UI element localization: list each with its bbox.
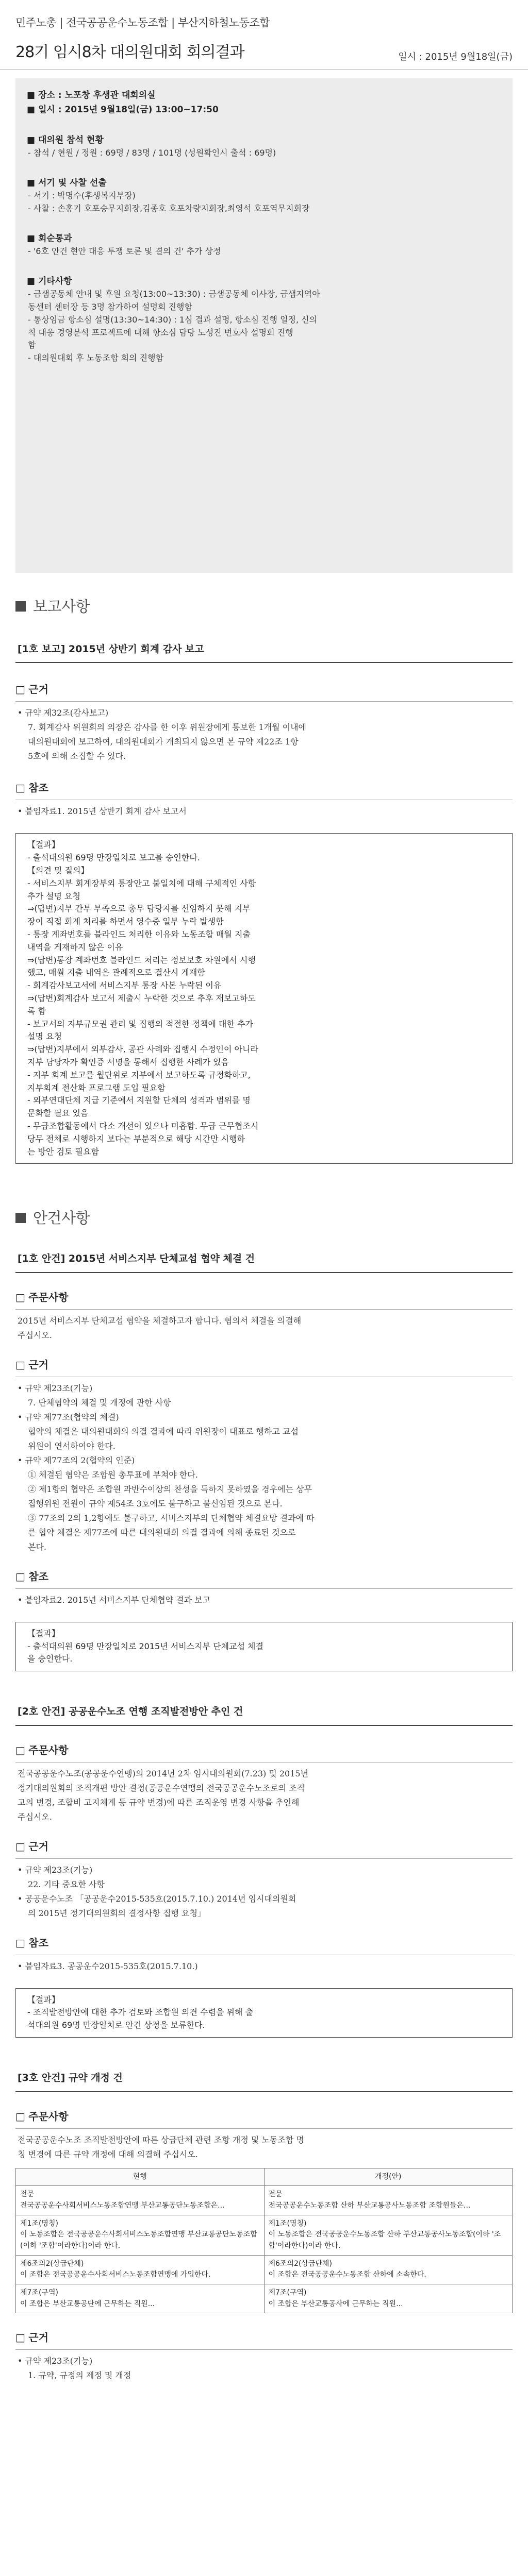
result-line: ⇒(답변)통장 계좌번호 블라인드 처리는 정보보호 차원에서 시행: [27, 955, 256, 965]
text-line: 협약의 체결은 대의원대회의 의결 결과에 따라 위원장이 대표로 행하고 교섭: [28, 1426, 299, 1436]
result-line: 석대의원 69명 만장일치로 안건 상정을 보류한다.: [27, 2020, 205, 2030]
result-line: ⇒(답변)회계감사 보고서 제출시 누락한 것으로 추후 재보고하도: [27, 993, 256, 1004]
table-cell: 제1조(명칭) 이 노동조합은 전국공공운수사회서비스노동조합연맹 부산교통공단노동조합(이하 '조합'이라한다)이라 한다.: [16, 2215, 265, 2255]
text-line: 른 협약 체결은 제77조에 따른 대의원대회 의결 결과에 의해 종료된 것으로: [28, 1527, 296, 1537]
text-line: 전국공공운수노조(공공운수연맹)의 2014년 2차 임시대의원회(7.23) 및 2015년: [18, 1768, 309, 1778]
report1-basis-head: □ 근거: [15, 677, 513, 698]
agenda-section-heading: [15, 1205, 513, 1231]
section-square-icon: [15, 1213, 26, 1223]
other-line: 함: [28, 340, 36, 350]
result-line: - 조직발전방안에 대한 추가 검토와 조합원 의견 수렴을 위해 출: [27, 2007, 253, 2018]
agenda1-result-box: [15, 1622, 513, 1671]
result-line: 추가 설명 요청: [27, 891, 80, 901]
secretary-head: ■ 서기 및 사찰 선출: [27, 177, 107, 188]
result-line: 지부 담당자가 확인증 서명을 통해서 집행한 사례가 있음: [27, 1057, 229, 1067]
amendment-table-wrap: [15, 2168, 513, 2314]
result-line: 【결과】: [27, 1628, 60, 1638]
result-line: 문화할 필요 있음: [27, 1108, 89, 1118]
result-line: - 지부 회계 보고를 월단위로 지부에서 보고하도록 규정화하고,: [27, 1070, 251, 1080]
meeting-date: 일시 : 2015년 9월18일(금): [398, 52, 513, 63]
text-line: • 규약 제77조(협약의 체결): [18, 1412, 119, 1422]
text-line: 정기대의원회의 조직개편 방안 결정(공공운수연맹의 전국공공운수노조로의 조직: [18, 1783, 305, 1793]
other-line: - 금샘공동체 안내 및 후원 요청(13:00~13:30) : 금샘공동체 이사장, 금샘지역아: [28, 289, 320, 299]
table-cell: 전문 전국공공운수노동조합 산하 부산교통공사노동조합 조합원들은...: [264, 2186, 513, 2215]
title-row: [0, 36, 528, 71]
result-line: ⇒(답변)지부 간부 부족으로 총무 담당자를 선임하지 못해 지부: [27, 904, 251, 914]
table-cell: 제6조의2(상급단체) 이 조합은 전국공공운수사회서비스노동조합연맹에 가입한다.: [16, 2255, 265, 2284]
result-line: - 보고서의 지부규모권 관리 및 집행의 적절한 정책에 대한 추가: [27, 1019, 253, 1029]
text-line: 주십시오.: [18, 1330, 52, 1340]
text-line: • 규약 제23조(기능): [18, 1865, 93, 1875]
text-line: ② 제1항의 협약은 조합원 과반수이상의 찬성을 득하지 못하였을 경우에는 상무: [28, 1484, 312, 1494]
result-line: - 회계감사보고서에 서비스지부 통장 사본 누락된 이유: [27, 980, 222, 991]
report1-ref: [15, 804, 513, 819]
table-header-revised: 개정(안): [264, 2168, 513, 2186]
other-line: 칙 대응 경영분석 프로젝트에 대해 항소심 담당 노성진 변호사 설명회 진행: [28, 327, 293, 337]
result-line: 을 승인한다.: [27, 1654, 73, 1664]
report-section-title: 보고사항: [33, 597, 90, 615]
report1-result-box: [15, 833, 513, 1164]
agenda1-proposal-head: □ 주문사항: [15, 1285, 513, 1306]
attendance-line: - 참석 / 현원 / 정원 : 69명 / 83명 / 101명 (성원확인시 출석 : 69명): [28, 148, 276, 158]
summary-datetime: ■ 일시 : 2015년 9월18일(금) 13:00~17:50: [27, 105, 219, 115]
org-line: 민주노총 | 전국공공운수노동조합 | 부산지하철노동조합: [15, 16, 270, 29]
text-line: 의 2015년 정기대의원회의 결정사항 집행 요청」: [28, 1908, 206, 1918]
agenda3-proposal: [15, 2133, 513, 2162]
agenda1-ref: [15, 1593, 513, 1607]
result-line: - 서비스지부 회계장부외 통장안고 불일치에 대해 구체적인 사항: [27, 878, 256, 888]
table-cell: 제6조의2(상급단체) 이 조합은 전국공공운수노동조합 산하에 소속한다.: [264, 2255, 513, 2284]
text-line: 22. 기타 중요한 사항: [28, 1879, 105, 1889]
agenda-approval-head: ■ 회순통과: [27, 233, 72, 244]
result-line: 【결과】: [27, 1994, 60, 2005]
result-line: 당무 전체로 시행하지 보다는 부분적으로 해당 시간만 시행하: [27, 1133, 245, 1144]
text-line: 2015년 서비스지부 단체교섭 협약을 체결하고자 합니다. 협의서 체결을 의결해: [18, 1315, 302, 1326]
result-line: 장이 직접 회계 처리를 하면서 영수증 일부 누락 발생함: [27, 917, 224, 927]
result-line: 【의견 및 질의】: [27, 866, 89, 876]
secretary-line: - 사찰 : 손홍기 호포승무지회장,김종호 호포차량지회장,최영석 호포역무지회장: [28, 204, 310, 214]
table-cell: 제7조(구역) 이 조합은 부산교통공사에 근무하는 직원...: [264, 2284, 513, 2313]
report-section-heading: [15, 594, 513, 619]
agenda2-ref-head: □ 참조: [15, 1931, 513, 1951]
table-cell: 제1조(명칭) 이 노동조합은 전국공공운수노동조합 산하 부산교통공사노동조합(이하 '조합'이라한다)이라 한다.: [264, 2215, 513, 2255]
text-line: 본다.: [28, 1541, 46, 1552]
other-line: - 대의원대회 후 노동조합 회의 진행함: [28, 353, 164, 363]
report1-ref-head: □ 참조: [15, 776, 513, 796]
attendance-head: ■ 대의원 참석 현황: [27, 134, 104, 145]
agenda3-basis-head: □ 근거: [15, 2326, 513, 2346]
result-line: 설명 요청: [27, 1031, 62, 1042]
amendment-table: [15, 2168, 513, 2314]
table-cell: 전문 전국공공운수사회서비스노동조합연맹 부산교통공단노동조합은...: [16, 2186, 265, 2215]
table-header-current: 현행: [16, 2168, 265, 2186]
result-line: 록 함: [27, 1006, 46, 1016]
report1-title: [1호 보고] 2015년 상반기 회계 감사 보고: [15, 640, 513, 663]
agenda2-result-box: [15, 1988, 513, 2038]
result-line: - 출석대의원 69명 만장일치로 2015년 서비스지부 단체교섭 체결: [27, 1641, 263, 1651]
text-line: 대의원대회에 보고하여, 대의원대회가 개최되지 않으면 본 규약 제22조 1항: [28, 737, 299, 747]
agenda2-proposal: [15, 1767, 513, 1824]
text-line: • 규약 제23조(기능): [18, 1383, 93, 1393]
result-line: 는 방안 검토 필요함: [27, 1146, 99, 1157]
agenda3-title: [3호 안건] 규약 개정 건: [15, 2069, 513, 2092]
agenda2-basis-head: □ 근거: [15, 1835, 513, 1855]
text-line: • 공공운수노조 「공공운수2015-535호(2015.7.10.) 2014년 임시대의원회: [18, 1893, 296, 1904]
result-line: - 통장 계좌번호를 블라인드 처리한 이유와 노동조합 매월 지출: [27, 929, 251, 940]
text-line: 7. 회계감사 위원회의 의장은 감사를 한 이후 위원장에게 통보한 1개월 이내에: [28, 722, 306, 733]
agenda-section-title: 안건사항: [33, 1209, 90, 1227]
text-line: • 붙임자료2. 2015년 서비스지부 단체협약 결과 보고: [18, 1595, 211, 1605]
text-line: • 규약 제23조(기능): [18, 2356, 93, 2366]
other-line: 동센터 센터장 등 3명 참가하여 설명회 진행함: [28, 302, 192, 312]
result-line: - 무급조합활동에서 다소 개선이 있으나 미흡함. 무급 근무협조시: [27, 1121, 259, 1131]
agenda1-proposal: [15, 1314, 513, 1343]
agenda2-proposal-head: □ 주문사항: [15, 1738, 513, 1758]
text-line: 주십시오.: [18, 1811, 52, 1822]
text-line: 1. 규약, 규정의 제정 및 개정: [28, 2370, 131, 2381]
text-line: • 붙임자료1. 2015년 상반기 회계 감사 보고서: [18, 806, 187, 817]
text-line: ① 체결된 협약은 조합원 총투표에 부쳐야 한다.: [28, 1469, 198, 1480]
text-line: • 붙임자료3. 공공운수2015-535호(2015.7.10.): [18, 1961, 198, 1971]
table-row: [16, 2186, 513, 2215]
text-line: 5호에 의해 소집할 수 있다.: [28, 751, 126, 761]
agenda-approval-line: - '6호 안건 현안 대응 투쟁 토론 및 결의 건' 추가 상정: [28, 246, 221, 257]
secretary-line: - 서기 : 박명수(후생복지부장): [28, 191, 136, 201]
text-line: 위원이 연서하여야 한다.: [28, 1440, 116, 1451]
agenda3-basis: [15, 2354, 513, 2383]
result-line: 【결과】: [27, 840, 60, 850]
agenda2-basis: [15, 1863, 513, 1921]
agenda1-basis: [15, 1381, 513, 1554]
result-line: 했고, 매월 지출 내역은 관례적으로 결산시 게재함: [27, 968, 205, 978]
result-line: 지부회계 전산화 프로그램 도입 필요함: [27, 1082, 166, 1093]
text-line: 집행위원 전원이 규약 제54조 3호에도 불구하고 불신임된 것으로 본다.: [28, 1498, 283, 1509]
agenda1-ref-head: □ 참조: [15, 1565, 513, 1585]
summary-place: ■ 장소 : 노포창 후생관 대회의실: [27, 90, 156, 101]
agenda2-title: [2호 안건] 공공운수노조 연행 조직발전방안 추인 건: [15, 1702, 513, 1725]
summary-block: [15, 78, 513, 573]
agenda2-ref: [15, 1959, 513, 1974]
text-line: ③ 77조의 2의 1,2항에도 불구하고, 서비스지부의 단체협약 체결요망 결과에 따: [28, 1513, 315, 1523]
report1-basis: [15, 706, 513, 764]
text-line: • 규약 제32조(감사보고): [18, 708, 109, 718]
result-line: - 출석대의원 69명 만장일치로 보고를 승인한다.: [27, 853, 200, 863]
table-cell: 제7조(구역) 이 조합은 부산교통공단에 근무하는 직원...: [16, 2284, 265, 2313]
agenda1-basis-head: □ 근거: [15, 1353, 513, 1373]
table-row: [16, 2255, 513, 2284]
text-line: 7. 단체협약의 체결 및 개정에 관한 사항: [28, 1397, 171, 1408]
result-line: - 외부연대단체 지급 기준에서 지원할 단체의 성격과 범위를 명: [27, 1095, 251, 1106]
table-row: [16, 2284, 513, 2313]
table-row: [16, 2215, 513, 2255]
result-line: 내역을 게재하지 않은 이유: [27, 942, 123, 952]
other-head: ■ 기타사항: [27, 276, 72, 286]
page-title: 28기 임시8차 대의원대회 회의결과: [15, 43, 244, 61]
agenda1-title: [1호 안건] 2015년 서비스지부 단체교섭 협약 체결 건: [15, 1249, 513, 1273]
other-line: - 통상임금 항소심 설명(13:30~14:30) : 1심 결과 설명, 항소심 진행 일정, 신의: [28, 314, 318, 325]
section-square-icon: [15, 601, 26, 612]
result-line: ⇒(답변)지부에서 외부감사, 공관 사례와 집행시 수정인이 아니라: [27, 1044, 258, 1055]
text-line: 칭 변경에 따른 규약 개정에 대해 의결해 주십시오.: [18, 2149, 198, 2159]
text-line: 전국공공운수노조 조직발전방안에 따른 상급단체 관련 조항 개정 및 노동조합 명: [18, 2134, 304, 2145]
text-line: • 규약 제77조의 2(협약의 인준): [18, 1455, 135, 1465]
agenda3-proposal-head: □ 주문사항: [15, 2105, 513, 2125]
text-line: 고의 변경, 조합비 고지체계 등 규약 변경)에 따른 조직운영 변경 사항을 추인해: [18, 1797, 300, 1807]
